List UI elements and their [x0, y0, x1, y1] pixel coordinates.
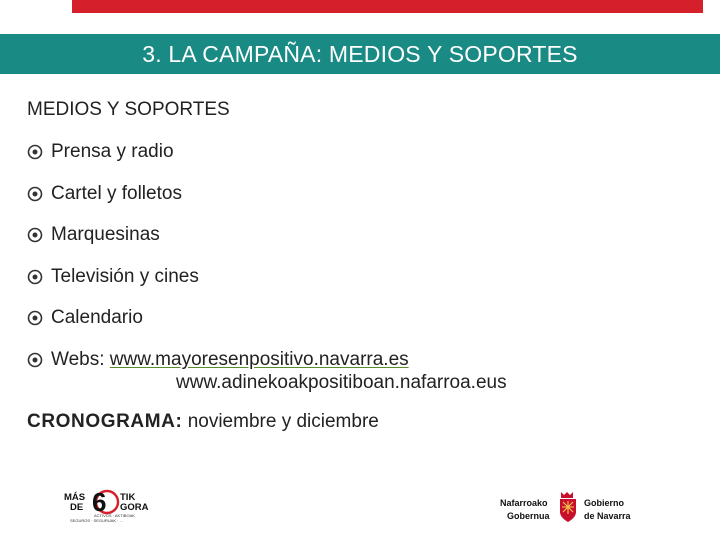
list-item [27, 348, 409, 372]
target-bullet-icon [27, 352, 43, 368]
target-bullet-icon [27, 310, 43, 326]
bullet-text: Cartel y folletos [51, 182, 182, 204]
logo-word: TIK [120, 492, 136, 503]
target-bullet-icon [27, 269, 43, 285]
target-bullet-icon [27, 144, 43, 160]
bullet-text [51, 349, 409, 371]
top-accent-bar [72, 0, 703, 13]
bullet-list [27, 140, 409, 389]
slide-title: 3. LA CAMPAÑA: MEDIOS Y SOPORTES [142, 40, 578, 67]
logo-word: DE [70, 502, 84, 513]
list-item [27, 306, 409, 330]
logo-word: Gobernua [507, 511, 550, 521]
bullet-text: Televisión y cines [51, 265, 199, 287]
web-link-mayores[interactable]: www.mayoresenpositivo.navarra.es [109, 348, 409, 370]
logo-word: GORA [120, 502, 149, 513]
section-heading: MEDIOS Y SOPORTES [27, 99, 230, 120]
bullet-text: Marquesinas [51, 224, 160, 245]
logo-word: MÁS [64, 492, 86, 503]
webs-label: Webs: [51, 348, 110, 370]
logo-word: Nafarroako [500, 498, 548, 508]
list-item [27, 182, 409, 206]
list-item [27, 265, 409, 289]
bullet-text: Calendario [51, 307, 143, 328]
logo-word: de Navarra [584, 511, 631, 521]
web-link-adinekoak: www.adinekoakpositiboan.nafarroa.eus [176, 372, 507, 393]
logo-tagline: ACTIVOS · AKTIBOAK [94, 513, 135, 518]
logo-tagline: SEGUROS · SEGURUAK · ... [70, 518, 123, 523]
logo-word: Gobierno [584, 498, 624, 508]
cronograma-line [27, 411, 379, 433]
target-bullet-icon [27, 227, 43, 243]
gobierno-navarra-logo [500, 490, 640, 526]
cronograma-label: CRONOGRAMA: [27, 411, 183, 432]
list-item [27, 223, 409, 247]
coat-of-arms-icon [560, 492, 576, 522]
mas-de-60-logo [64, 484, 154, 526]
cronograma-value: noviembre y diciembre [182, 411, 379, 432]
target-bullet-icon [27, 186, 43, 202]
bullet-text: Prensa y radio [51, 141, 174, 162]
logo-numeral: 6 [92, 487, 107, 517]
list-item [27, 140, 409, 164]
title-bar [0, 34, 720, 74]
